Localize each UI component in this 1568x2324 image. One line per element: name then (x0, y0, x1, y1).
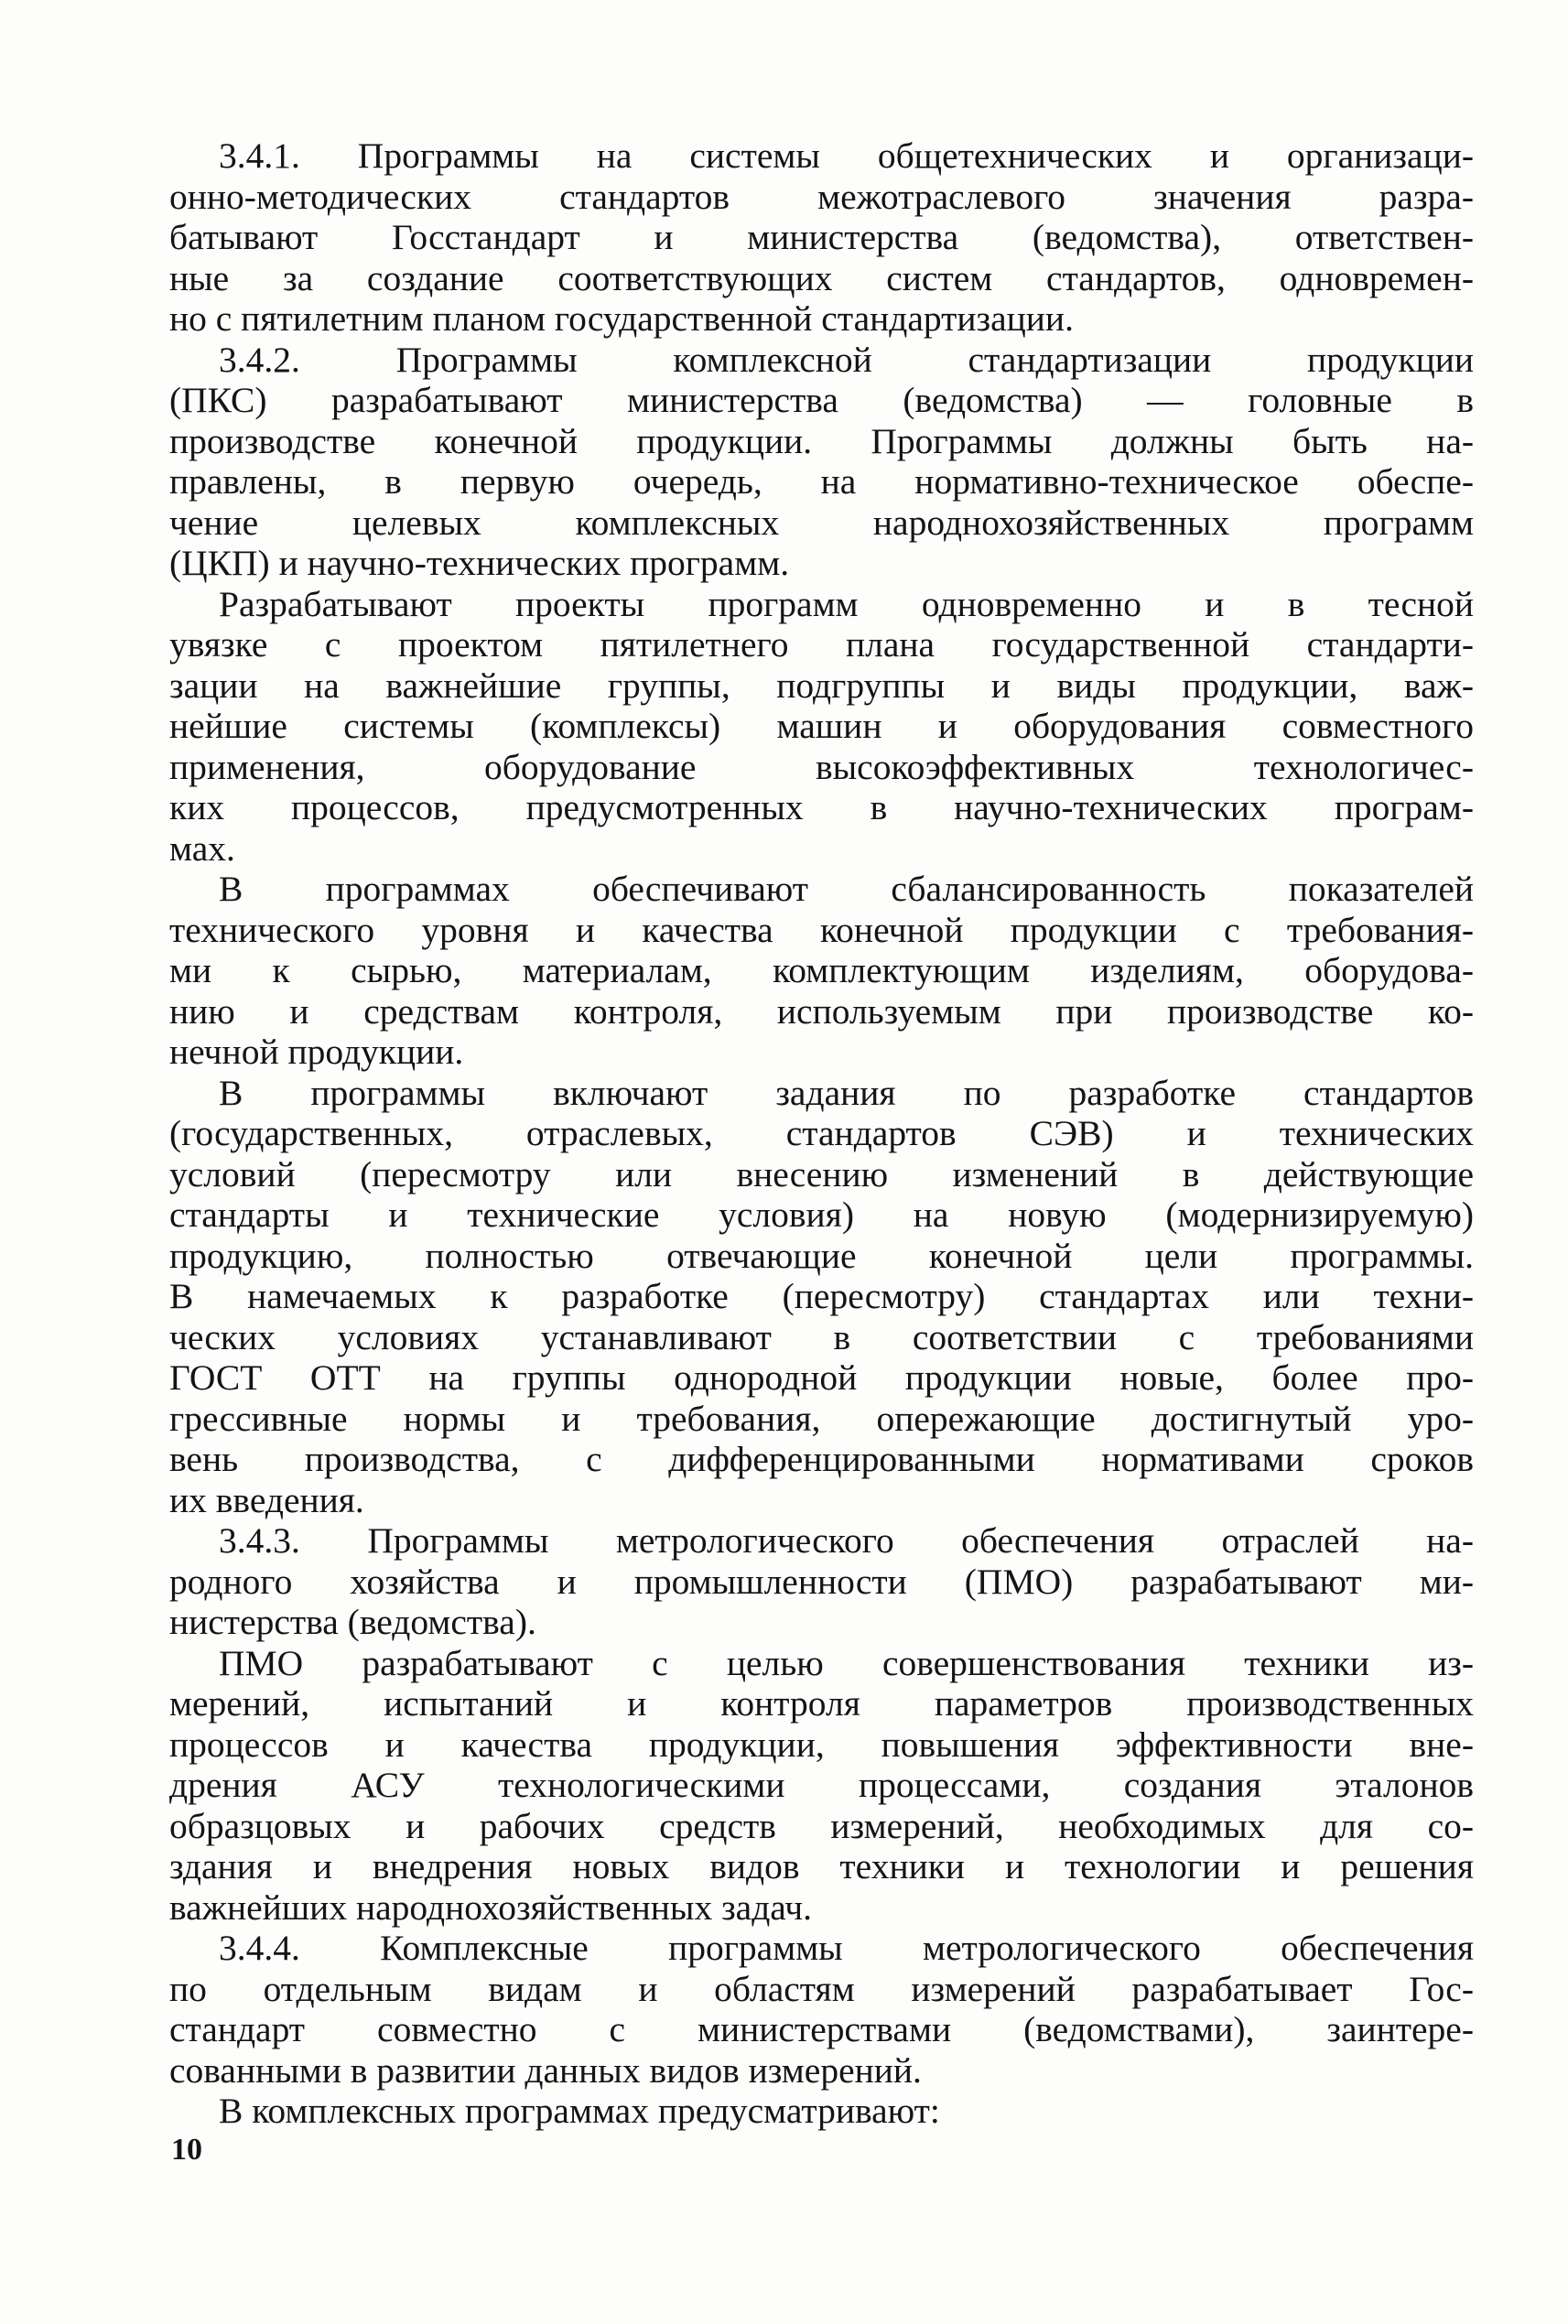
text-line: правлены, в первую очередь, на нормативно-техническое обеспе- (169, 461, 1474, 502)
text-line: дрения АСУ технологическими процессами, создания эталонов (169, 1765, 1474, 1805)
text-line: 3.4.1. Программы на системы общетехнических и организаци- (219, 135, 1474, 176)
text-line: мерений, испытаний и контроля параметров производственных (169, 1683, 1474, 1724)
text-line: родного хозяйства и промышленности (ПМО) разрабатывают ми- (169, 1561, 1474, 1602)
text-line: В намечаемых к разработке (пересмотру) стандартах или техни- (169, 1276, 1474, 1316)
text-line: сованными в развитии данных видов измерений. (169, 2049, 922, 2091)
text-line: 3.4.4. Комплексные программы метрологического обеспечения (219, 1928, 1474, 1968)
paragraph (169, 1520, 1474, 1643)
text-line: ПМО разрабатывают с целью совершенствования техники из- (219, 1642, 1474, 1683)
text-line: ких процессов, предусмотренных в научно-технических програм- (169, 787, 1474, 827)
text-line: по отдельным видам и областям измерений разрабатывает Гос- (169, 1968, 1474, 2009)
paragraph (169, 1643, 1474, 1929)
text-line: ГОСТ ОТТ на группы однородной продукции новые, более про- (169, 1357, 1474, 1398)
text-line: нию и средствам контроля, используемым при производстве ко- (169, 990, 1474, 1032)
text-line: Разрабатывают проекты программ одновременно и в тесной (219, 583, 1474, 624)
text-line: ми к сырью, материалам, комплектующим изделиям, оборудова- (169, 950, 1474, 990)
text-line: стандарт совместно с министерствами (ведомствами), заинтере- (169, 2009, 1474, 2049)
text-line: стандарты и технические условия) на новую (модернизируемую) (169, 1194, 1474, 1235)
text-line: 3.4.2. Программы комплексной стандартизации продукции (219, 339, 1474, 380)
text-line: (государственных, отраслевых, стандартов СЭВ) и технических (169, 1113, 1474, 1153)
paragraph (169, 584, 1474, 870)
text-line: условий (пересмотру или внесению изменений в действующие (169, 1153, 1474, 1194)
text-line: грессивные нормы и требования, опережающие достигнутый уро- (169, 1398, 1474, 1439)
text-line: важнейших народнохозяйственных задач. (169, 1886, 812, 1928)
paragraph (169, 1928, 1474, 2091)
text-line: увязке с проектом пятилетнего плана государственной стандарти- (169, 624, 1474, 665)
text-line: продукцию, полностью отвечающие конечной цели программы. (169, 1235, 1474, 1276)
paragraph (169, 135, 1474, 340)
text-line: нистерства (ведомства). (169, 1602, 536, 1642)
text-line: зации на важнейшие группы, подгруппы и виды продукции, важ- (169, 665, 1474, 706)
paragraph (169, 2091, 1474, 2132)
paragraph (169, 340, 1474, 584)
text-line: ные за создание соответствующих систем стандартов, одновремен- (169, 257, 1474, 298)
text-line: но с пятилетним планом государственной стандартизации. (169, 298, 1074, 339)
text-line: процессов и качества продукции, повышения эффективности вне- (169, 1724, 1474, 1765)
text-line: нейшие системы (комплексы) машин и оборудования совместного (169, 706, 1474, 746)
text-line: 3.4.3. Программы метрологического обеспечения отраслей на- (219, 1520, 1474, 1561)
text-line: вень производства, с дифференцированными нормативами сроков (169, 1439, 1474, 1479)
text-line: батывают Госстандарт и министерства (ведомства), ответствен- (169, 217, 1474, 257)
text-line: производстве конечной продукции. Программы должны быть на- (169, 420, 1474, 461)
text-line: мах. (169, 827, 235, 869)
paragraph (169, 869, 1474, 1073)
text-line: их введения. (169, 1479, 364, 1520)
text-line: применения, оборудование высокоэффективных технологичес- (169, 746, 1474, 787)
text-line: чение целевых комплексных народнохозяйственных программ (169, 502, 1474, 543)
text-line: ческих условиях устанавливают в соответствии с требованиями (169, 1316, 1474, 1357)
text-line: онно-методических стандартов межотраслевого значения разра- (169, 176, 1474, 217)
paragraph (169, 1073, 1474, 1521)
text-line: В комплексных программах предусматривают: (219, 2091, 940, 2131)
text-line: (ЦКП) и научно-технических программ. (169, 543, 790, 583)
page-number: 10 (171, 2133, 202, 2167)
text-line: В программах обеспечивают сбалансированность показателей (219, 869, 1474, 909)
text-line: (ПКС) разрабатывают министерства (ведомства) — головные в (169, 380, 1474, 420)
text-line: образцовых и рабочих средств измерений, необходимых для со- (169, 1805, 1474, 1846)
text-line: нечной продукции. (169, 1032, 464, 1072)
text-line: технического уровня и качества конечной продукции с требования- (169, 909, 1474, 950)
text-line: В программы включают задания по разработке стандартов (219, 1072, 1474, 1113)
text-line: здания и внедрения новых видов техники и технологии и решения (169, 1846, 1474, 1886)
body-text (169, 135, 1474, 2132)
